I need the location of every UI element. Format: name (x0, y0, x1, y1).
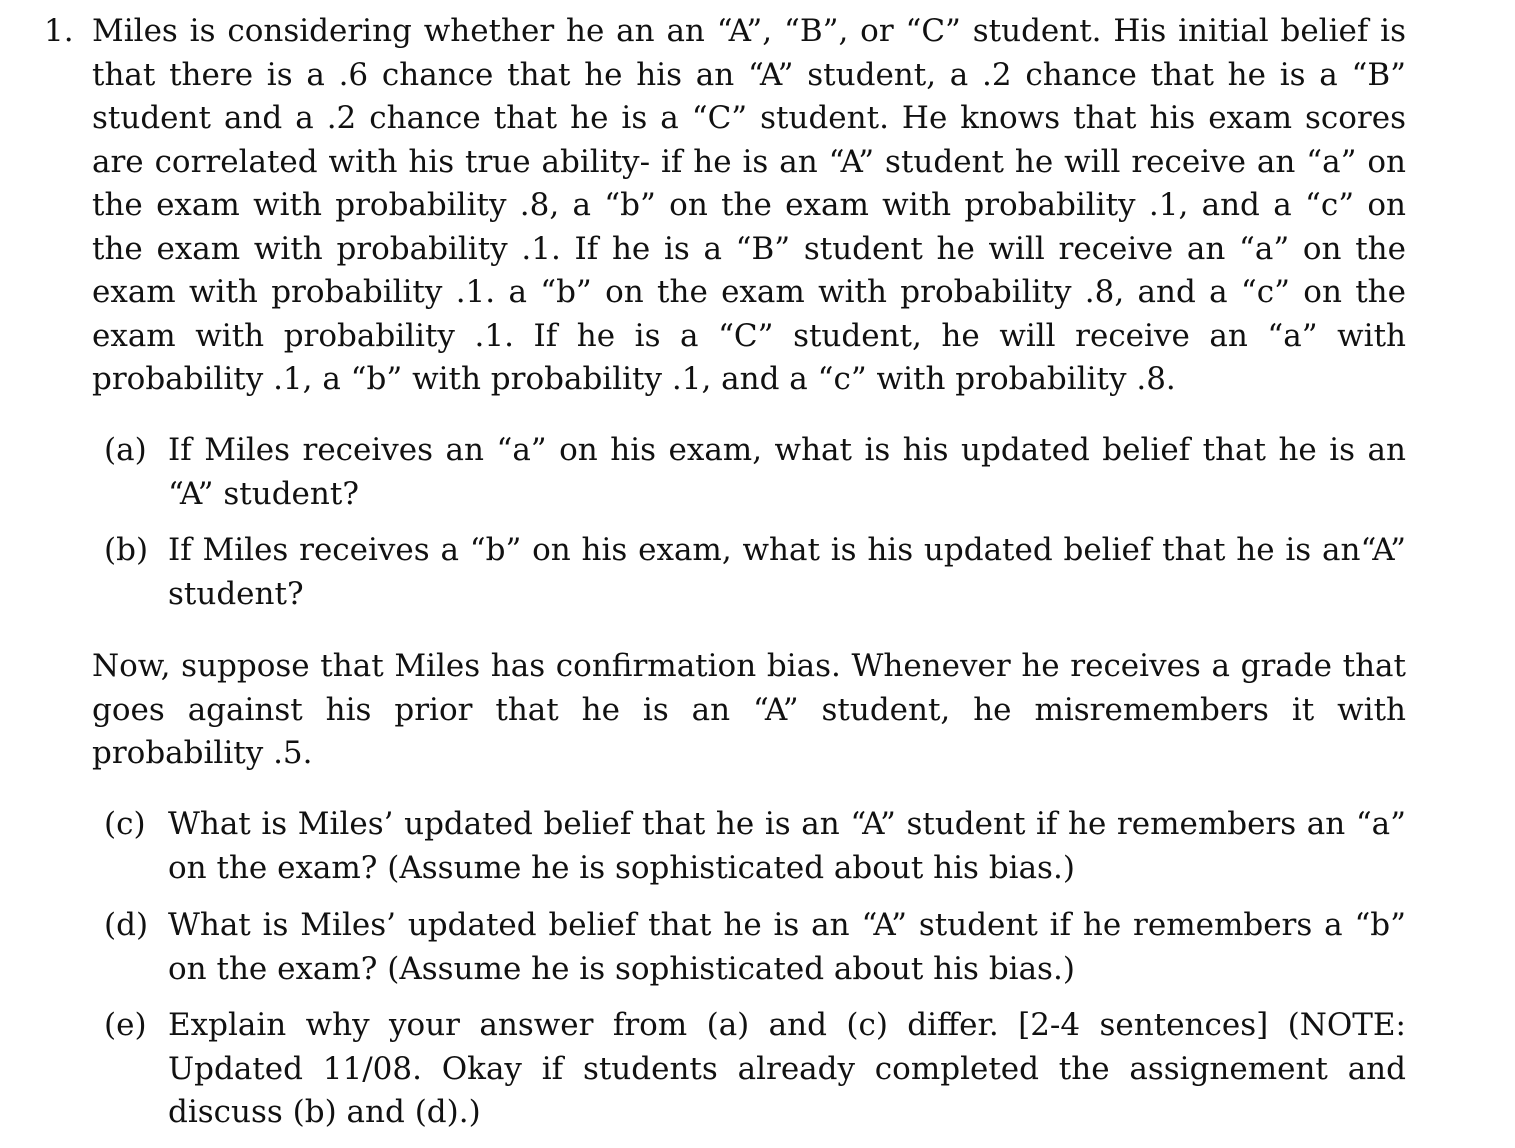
part-a-text: If Miles receives an “a” on his exam, what is his updated belief that he is an “A” student? (168, 432, 1406, 512)
part-c-text: What is Miles’ updated belief that he is an “A” student if he remembers an “a” on the exam? (Assume he is sophisticated about his bias.) (168, 806, 1406, 886)
part-e-text: Explain why your answer from (a) and (c) differ. [2-4 sentences] (NOTE: Updated 11/08. Okay if students already completed the assignement and discuss (b) and (d).) (168, 1007, 1406, 1130)
part-d (104, 904, 1406, 991)
part-b-text: If Miles receives a “b” on his exam, what is his updated belief that he is an“A” student? (168, 532, 1406, 612)
part-e-label: (e) (104, 1007, 147, 1043)
part-c-label: (c) (104, 806, 146, 842)
part-a (104, 429, 1406, 516)
part-d-label: (d) (104, 907, 149, 943)
problem-intro: Miles is considering whether he an an “A”, “B”, or “C” student. His initial belief is that there is a .6 chance that he his an “A” student, a .2 chance that he is a “B” student and a .2 chance that he is a “C” student. He knows that his exam scores are correlated with his true ability- if he is an “A” student he will receive an “a” on the exam with probability .8, a “b” on the exam with probability .1, and a “c” on the exam with probability .1. If he is a “B” student he will receive an “a” on the exam with probability .1. a “b” on the exam with probability .8, and a “c” on the exam with probability .1. If he is a “C” student, he will receive an “a” with probability .1, a “b” with probability .1, and a “c” with probability .8. (92, 13, 1406, 397)
bias-paragraph: Now, suppose that Miles has confirmation bias. Whenever he receives a grade that goes against his prior that he is an “A” student, he misremembers it with probability .5. (92, 648, 1406, 771)
problem-number: 1. (44, 13, 74, 49)
part-c (104, 803, 1406, 890)
part-d-text: What is Miles’ updated belief that he is an “A” student if he remembers a “b” on the exam? (Assume he is sophisticated about his bias.) (168, 907, 1406, 987)
part-a-label: (a) (104, 432, 147, 468)
part-e (104, 1004, 1406, 1135)
part-b-label: (b) (104, 532, 149, 568)
part-b (104, 529, 1406, 616)
